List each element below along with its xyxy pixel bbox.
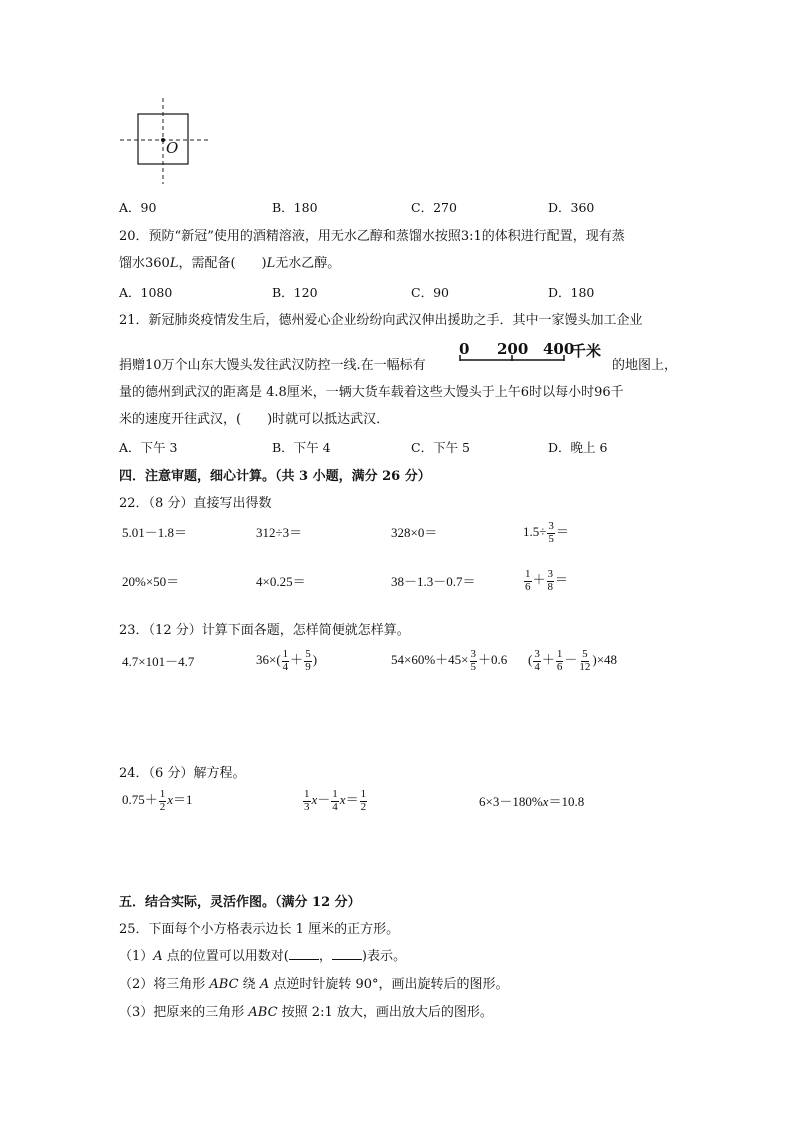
q20-line2-a: 馏水360 bbox=[119, 256, 170, 271]
q23-expr-4: ( $\frac{3}{4}$ ＋ $\frac{1}{6}$ － $\frac{5}{12}$ )×48 bbox=[528, 648, 618, 673]
q21-line2-b: 的地图上， bbox=[612, 358, 678, 373]
q19-option-a[interactable]: A．90 bbox=[119, 200, 157, 215]
q23-e4-fraction-3: $\frac{5}{12}$ bbox=[579, 648, 591, 673]
q24-title: 24．（6 分）解方程。 bbox=[119, 766, 246, 781]
q22-e4-post: ＝ bbox=[555, 524, 569, 540]
q20-line2 bbox=[119, 252, 340, 271]
q24-e2-fraction-1: $\frac{1}{3}$ bbox=[304, 788, 310, 813]
answer-blank-1[interactable] bbox=[289, 948, 319, 960]
q22-e8-fraction-2: $\frac{3}{8}$ bbox=[547, 568, 554, 593]
q22-e4-fraction: $\frac{3}{5}$ bbox=[548, 520, 554, 545]
q22-expr-5: 20%×50＝ bbox=[122, 574, 180, 589]
scale-tick-0: 0 bbox=[459, 340, 470, 358]
q23-expr-3: 54×60%＋45× $\frac{3}{5}$ ＋0.6 bbox=[391, 648, 508, 673]
q23-e2-fraction-1: $\frac{1}{4}$ bbox=[282, 648, 289, 673]
q25-part-2: （2）将三角形 ABC 绕 A 点逆时针旋转 90°，画出旋转后的图形。 bbox=[119, 977, 509, 992]
scale-tick-400: 400 bbox=[543, 340, 575, 358]
q20-line2-c: 无水乙醇。 bbox=[275, 256, 341, 271]
q25-part-3: （3）把原来的三角形 ABC 按照 2:1 放大，画出放大后的图形。 bbox=[119, 1005, 493, 1020]
q21-line4: 米的速度开往武汉，( )时就可以抵达武汉． bbox=[119, 412, 390, 427]
q22-expr-1: 5.01－1.8＝ bbox=[122, 525, 188, 540]
q25-part-1: （1）A 点的位置可以用数对( ， )表示。 bbox=[119, 949, 406, 964]
q23-e4-fraction-1: $\frac{3}{4}$ bbox=[534, 648, 540, 673]
section-4-title: 四．注意审题，细心计算。（共 3 小题，满分 26 分） bbox=[119, 469, 431, 484]
q22-expr-3: 328×0＝ bbox=[391, 525, 438, 540]
q21-line1: 21．新冠肺炎疫情发生后，德州爱心企业纷纷向武汉伸出援助之手．其中一家馒头加工企业 bbox=[119, 313, 643, 328]
center-point bbox=[161, 138, 165, 142]
q19-option-d[interactable]: D．360 bbox=[548, 200, 595, 215]
q22-e8-fraction-1: $\frac{1}{6}$ bbox=[525, 568, 531, 593]
q21-line3: 量的德州到武汉的距离是 4.8厘米，一辆大货车载着这些大馒头于上午6时以每小时96千 bbox=[119, 385, 624, 400]
q23-title: 23．（12 分）计算下面各题，怎样简便就怎样算。 bbox=[119, 623, 410, 638]
q21-line2-a: 捐赠10万个山东大馒头发往武汉防控一线.在一幅标有 bbox=[119, 358, 426, 373]
answer-blank-2[interactable] bbox=[332, 948, 362, 960]
q21-option-b[interactable]: B．下午 4 bbox=[272, 440, 331, 455]
q24-e1-fraction: $\frac{1}{2}$ bbox=[159, 788, 166, 813]
q22-expr-7: 38－1.3－0.7＝ bbox=[391, 574, 476, 589]
q23-expr-1: 4.7×101－4.7 bbox=[122, 654, 195, 669]
q20-option-d[interactable]: D．180 bbox=[548, 285, 595, 300]
q22-expr-2: 312÷3＝ bbox=[256, 525, 303, 540]
q21-option-a[interactable]: A．下午 3 bbox=[119, 440, 178, 455]
q20-unit-l: L bbox=[169, 256, 179, 271]
q20-unit-l-2: L bbox=[266, 256, 276, 271]
q23-e2-fraction-2: $\frac{5}{9}$ bbox=[305, 648, 311, 673]
q22-e4-pre: 1.5÷ bbox=[523, 524, 547, 540]
q24-e2-fraction-2: $\frac{1}{4}$ bbox=[332, 788, 338, 813]
q21-option-d[interactable]: D．晚上 6 bbox=[548, 440, 608, 455]
q25-title: 25．下面每个小方格表示边长 1 厘米的正方形。 bbox=[119, 922, 400, 937]
q24-equation-3: 6×3－180%x＝10.8 bbox=[479, 794, 585, 809]
q22-e8-op: ＋ bbox=[532, 572, 546, 588]
q19-option-b[interactable]: B．180 bbox=[272, 200, 318, 215]
q20-line1: 20．预防“新冠”使用的酒精溶液，用无水乙醇和蒸馏水按照3:1的体积进行配置，现有蒸 bbox=[119, 229, 625, 244]
section-5-title: 五．结合实际，灵活作图。（满分 12 分） bbox=[119, 895, 361, 910]
q24-equation-2: $\frac{1}{3}$ x－ $\frac{1}{4}$ x＝ $\frac{1}{2}$ bbox=[304, 788, 367, 813]
q22-title: 22．（8 分）直接写出得数 bbox=[119, 496, 272, 511]
q20-line2-b: ，需配备( ) bbox=[178, 256, 267, 271]
scale-bar bbox=[458, 354, 570, 364]
q23-e4-fraction-2: $\frac{1}{6}$ bbox=[556, 648, 563, 673]
q21-option-c[interactable]: C．下午 5 bbox=[411, 440, 470, 455]
figure-label-o: O bbox=[166, 139, 179, 157]
scale-unit: 千米 bbox=[571, 342, 602, 360]
q22-e8-post: ＝ bbox=[555, 572, 569, 588]
q23-e3-fraction: $\frac{3}{5}$ bbox=[470, 648, 476, 673]
q24-equation-1: 0.75＋ $\frac{1}{2}$ x＝1 bbox=[122, 788, 193, 813]
q22-expr-6: 4×0.25＝ bbox=[256, 574, 306, 589]
q23-expr-2: 36×( $\frac{1}{4}$ ＋ $\frac{5}{9}$ ) bbox=[256, 648, 318, 673]
q20-option-c[interactable]: C．90 bbox=[411, 285, 449, 300]
q22-expr-4 bbox=[523, 521, 569, 545]
q19-option-c[interactable]: C．270 bbox=[411, 200, 457, 215]
q20-option-a[interactable]: A．1080 bbox=[119, 285, 173, 300]
q22-expr-8 bbox=[523, 569, 568, 593]
q20-option-b[interactable]: B．120 bbox=[272, 285, 318, 300]
q24-e2-fraction-3: $\frac{1}{2}$ bbox=[360, 788, 367, 813]
scale-tick-200: 200 bbox=[497, 340, 529, 358]
